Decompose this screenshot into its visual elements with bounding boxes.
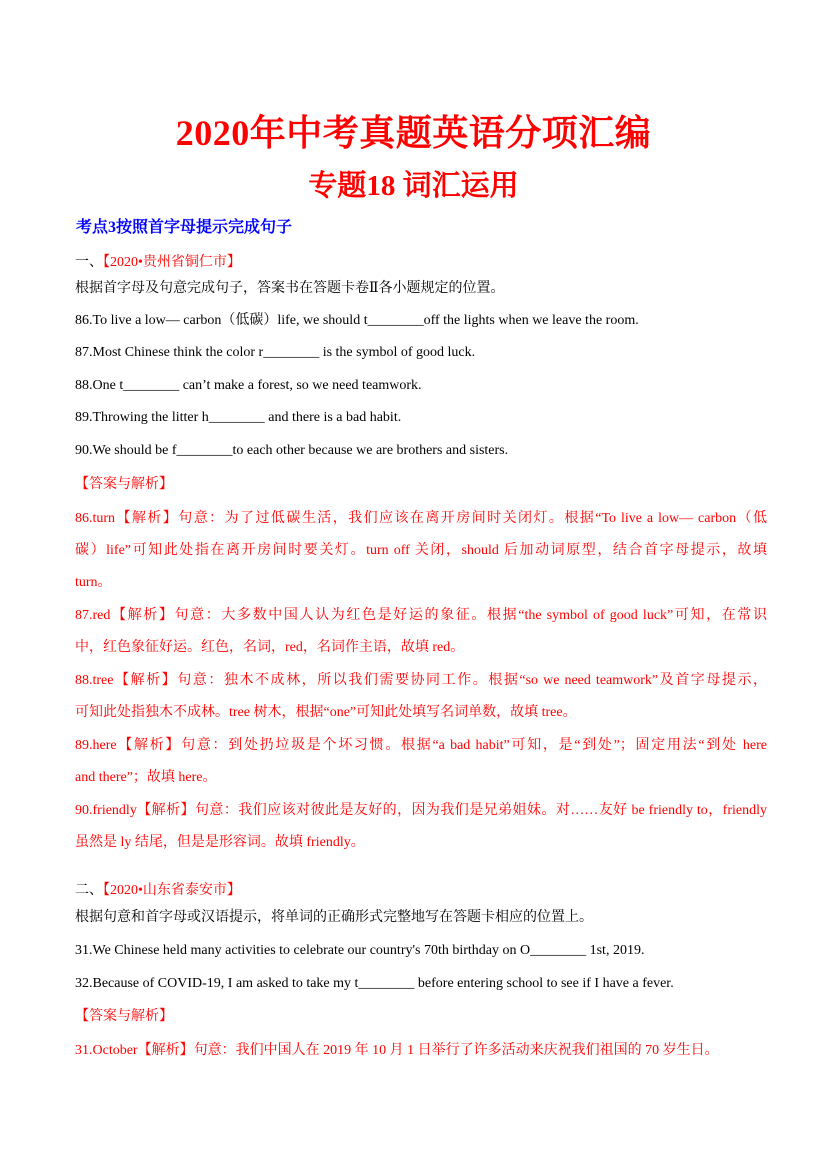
section1-source-tag: 【2020•贵州省铜仁市】 bbox=[103, 255, 241, 270]
section1-heading bbox=[75, 252, 767, 274]
question-88: 88.One t________ can’t make a forest, so we need teamwork. bbox=[75, 378, 422, 393]
document-title: 2020年中考真题英语分项汇编 bbox=[175, 113, 652, 153]
section2-source-tag: 【2020•山东省泰安市】 bbox=[103, 883, 241, 898]
question-32: 32.Because of COVID-19, I am asked to take my t________ before entering school to see if I have a fever. bbox=[75, 976, 674, 991]
section2-answer-heading: 【答案与解析】 bbox=[75, 1009, 173, 1024]
answer-87-line-2: 中，红色象征好运。红色，名词，red，名词作主语，故填 red。 bbox=[75, 640, 465, 655]
question-89: 89.Throwing the litter h________ and there is a bad habit. bbox=[75, 410, 402, 425]
section1-heading-prefix: 一、 bbox=[75, 255, 103, 270]
section2-instruction: 根据句意和首字母或汉语提示，将单词的正确形式完整地写在答题卡相应的位置上。 bbox=[75, 910, 593, 925]
answer-88-line-2: 可知此处指独木不成林。tree 树木，根据“one”可知此处填写名词单数，故填 tree。 bbox=[75, 705, 577, 720]
answer-89-line-2: and there”；故填 here。 bbox=[75, 770, 217, 785]
question-31: 31.We Chinese held many activities to celebrate our country's 70th birthday on O________ 1st, 2019. bbox=[75, 943, 645, 958]
question-86: 86.To live a low— carbon（低碳）life, we should t________off the lights when we leave the room. bbox=[75, 313, 639, 328]
question-87: 87.Most Chinese think the color r________ is the symbol of good luck. bbox=[75, 345, 476, 360]
section-topic-heading: 考点3按照首字母提示完成句子 bbox=[76, 219, 293, 236]
section1-instruction: 根据首字母及句意完成句子，答案书在答题卡卷Ⅱ各小题规定的位置。 bbox=[75, 281, 505, 296]
answer-88-line-1: 88.tree【解析】句意：独木不成林，所以我们需要协同工作。根据“so we need teamwork”及首字母提示， bbox=[75, 673, 767, 688]
answer-90-line-1: 90.friendly【解析】句意：我们应该对彼此是友好的，因为我们是兄弟姐妹。对……友好 be friendly to，friendly bbox=[75, 803, 767, 818]
answer-86-line-2: 碳）life”可知此处指在离开房间时要关灯。turn off 关闭，should 后加动词原型，结合首字母提示，故填 bbox=[75, 543, 767, 558]
answer-89-line-1: 89.here【解析】句意：到处扔垃圾是个坏习惯。根据“a bad habit”可知，是“到处”；固定用法“到处 here bbox=[75, 738, 767, 753]
answer-86-line-3: turn。 bbox=[75, 575, 112, 590]
document-subtitle: 专题18 词汇运用 bbox=[308, 170, 519, 202]
section1-answer-heading: 【答案与解析】 bbox=[75, 477, 173, 492]
answer-90-line-2: 虽然是 ly 结尾，但是是形容词。故填 friendly。 bbox=[75, 835, 365, 850]
section2-heading bbox=[75, 880, 767, 902]
question-90: 90.We should be f________to each other because we are brothers and sisters. bbox=[75, 443, 509, 458]
answer-86-line-1: 86.turn【解析】句意：为了过低碳生活，我们应该在离开房间时关闭灯。根据“To live a low— carbon（低 bbox=[75, 511, 767, 526]
answer-87-line-1: 87.red【解析】句意：大多数中国人认为红色是好运的象征。根据“the symbol of good luck”可知，在常识 bbox=[75, 608, 767, 623]
answer-31-line-1: 31.October【解析】句意：我们中国人在 2019 年 10 月 1 日举行了许多活动来庆祝我们祖国的 70 岁生日。 bbox=[75, 1043, 719, 1058]
section2-heading-prefix: 二、 bbox=[75, 883, 103, 898]
